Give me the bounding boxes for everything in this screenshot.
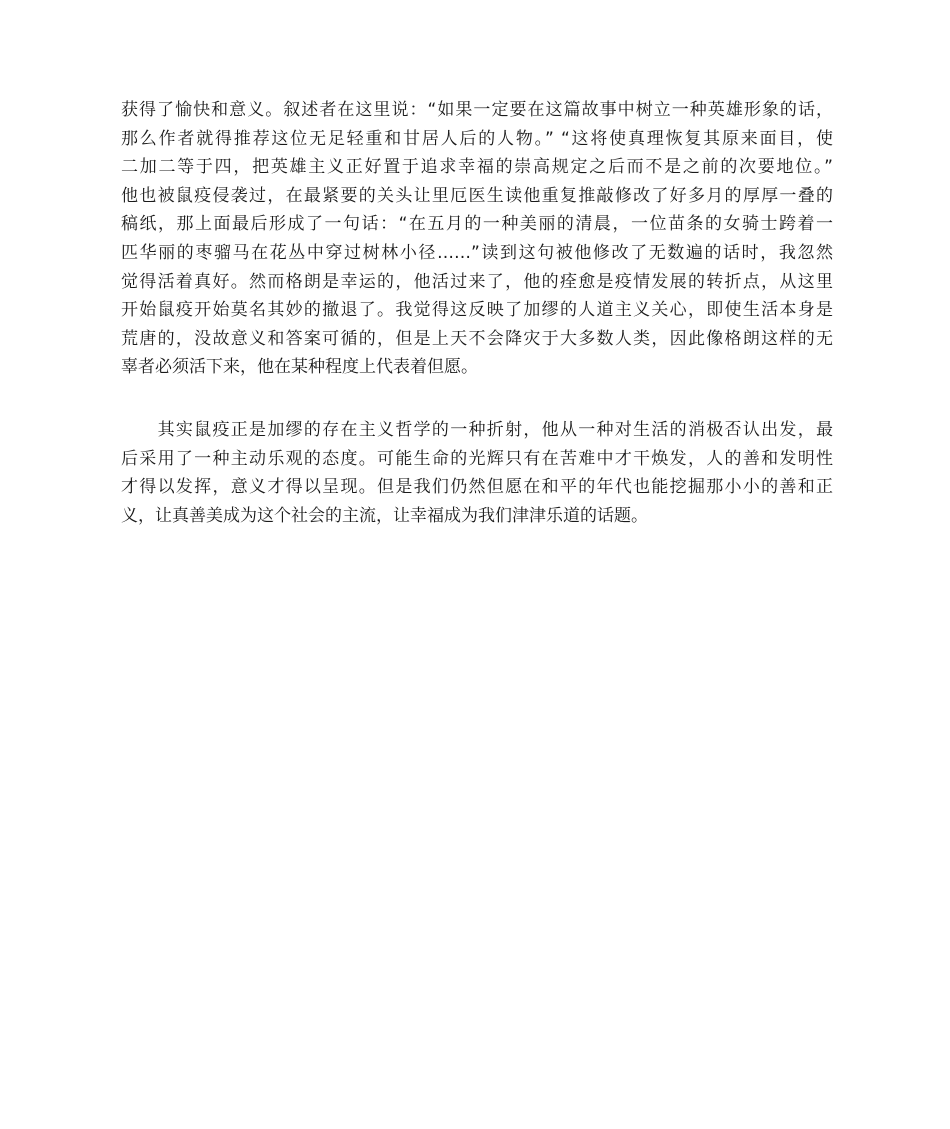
paragraph-line: 辜者必须活下来，他在某种程度上代表着但愿。	[121, 357, 478, 378]
paragraph-line: 他也被鼠疫侵袭过，在最紧要的关头让里厄医生读他重复推敲修改了好多月的厚厚一叠的	[121, 185, 833, 206]
paragraph-1	[121, 96, 833, 382]
paragraph-2	[121, 416, 833, 530]
paragraph-line: 觉得活着真好。然而格朗是幸运的，他活过来了，他的痊愈是疫情发展的转折点，从这里	[121, 271, 833, 292]
paragraph-line: 获得了愉快和意义。叙述者在这里说：“如果一定要在这篇故事中树立一种英雄形象的话，	[121, 100, 833, 120]
paragraph-line: 匹华丽的枣骝马在花丛中穿过树林小径……”读到这句被他修改了无数遍的话时，我忽然	[121, 242, 833, 263]
paragraph-line: 才得以发挥，意义才得以呈现。但是我们仍然但愿在和平的年代也能挖掘那小小的善和正	[121, 477, 833, 498]
paragraph-line: 后采用了一种主动乐观的态度。可能生命的光辉只有在苦难中才干焕发，人的善和发明性	[121, 448, 833, 469]
paragraph-line: 稿纸，那上面最后形成了一句话：“在五月的一种美丽的清晨，一位苗条的女骑士跨着一	[121, 214, 833, 235]
paragraph-line: 其实鼠疫正是加缪的存在主义哲学的一种折射，他从一种对生活的消极否认出发，最	[121, 420, 833, 440]
paragraph-line: 二加二等于四，把英雄主义正好置于追求幸福的崇高规定之后而不是之前的次要地位。”	[121, 157, 833, 178]
paragraph-line: 荒唐的，没故意义和答案可循的，但是上天不会降灾于大多数人类，因此像格朗这样的无	[121, 328, 833, 349]
paragraph-line: 那么作者就得推荐这位无足轻重和甘居人后的人物。” “这将使真理恢复其原来面目，使	[121, 128, 833, 149]
paragraph-line: 开始鼠疫开始莫名其妙的撤退了。我觉得这反映了加缪的人道主义关心，即使生活本身是	[121, 300, 833, 321]
paragraph-line: 义，让真善美成为这个社会的主流，让幸福成为我们津津乐道的话题。	[121, 505, 648, 526]
